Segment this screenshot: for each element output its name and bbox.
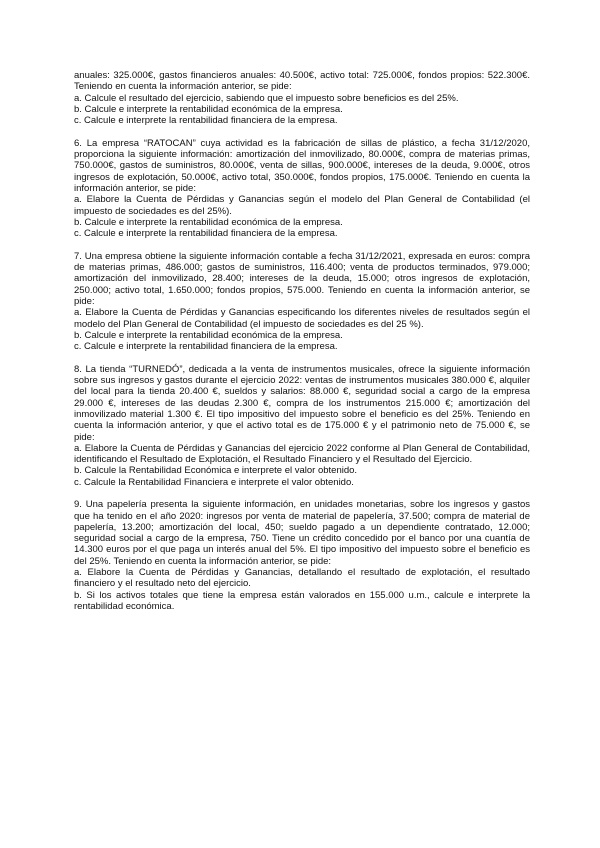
document-page (74, 70, 530, 624)
exercise-5-continuation (74, 70, 530, 126)
question-c: c. Calcule e interprete la rentabilidad financiera de la empresa. (74, 115, 338, 127)
question-a: a. Elabore la Cuenta de Pérdidas y Ganancias especificando los diferentes niveles de resultados según el modelo del Plan General de Contabilidad (el impuesto de sociedades es del 25 %). (74, 307, 530, 330)
exercise-7 (74, 251, 530, 353)
exercise-statement: 6. La empresa “RATOCAN” cuya actividad es la fabricación de sillas de plástico, a fecha 31/12/2020, proporciona la siguiente información: amortización del inmovilizado, 80.000€, compra de materias primas, 750.000€, gastos de suministros, 80.000€, venta de sillas, 900.000€, intereses de la deuda, 9.000€, otros ingresos de explotación, 50.000€, activo total, 350.000€, fondos propios, 175.000€. Teniendo en cuenta la información anterior, se pide: (74, 137, 530, 194)
question-a: a. Elabore la Cuenta de Pérdidas y Ganancias según el modelo del Plan General de Contabilidad (el impuesto de sociedades es del 25%). (74, 194, 530, 217)
question-c: c. Calcule e interprete la rentabilidad financiera de la empresa. (74, 228, 338, 240)
exercise-statement: 7. Una empresa obtiene la siguiente información contable a fecha 31/12/2021, expresada en euros: compra de materias primas, 486.000; gastos de suministros, 116.400; venta de productos terminados, 979.000; amortización del inmovilizado, 28.400; intereses de la deuda, 15.000; otros ingresos de explotación, 250.000; activo total, 1.650.000; fondos propios, 575.000. Teniendo en cuenta la información anterior, se pide: (74, 250, 530, 307)
question-b: b. Calcule e interprete la rentabilidad económica de la empresa. (74, 103, 343, 115)
exercise-9 (74, 499, 530, 612)
question-c: c. Calcule la Rentabilidad Financiera e interprete el valor obtenido. (74, 476, 354, 488)
question-b: b. Calcule la Rentabilidad Económica e interprete el valor obtenido. (74, 465, 358, 477)
exercise-statement: 8. La tienda “TURNEDÓ”, dedicada a la venta de instrumentos musicales, ofrece la siguiente información sobre sus ingresos y gastos durante el ejercicio 2022: ventas de instrumentos musicales 380.000 €, alquiler del local para la tienda 20.400 €, sueldos y salarios: 88.000 €, seguridad social a cargo de la empresa 29.000 €, intereses de las deudas 2.300 €, compra de los instrumentos 215.000 €; amortización del inmovilizado material 1.300 €. El tipo impositivo del impuesto sobre el beneficio es del 25%. Teniendo en cuenta la información anterior, y que el activo total es de 175.000 € y el patrimonio neto de 75.000 €, se pide: (74, 363, 530, 443)
question-a: a. Calcule el resultado del ejercicio, sabiendo que el impuesto sobre beneficios es del 25%. (74, 92, 459, 104)
question-b: b. Si los activos totales que tiene la empresa están valorados en 155.000 u.m., calcule e interprete la rentabilidad económica. (74, 589, 530, 612)
exercise-8 (74, 364, 530, 488)
exercise-statement: 9. Una papelería presenta la siguiente información, en unidades monetarias, sobre los ingresos y gastos que ha tenido en el año 2020: ingresos por venta de material de papelería, 37.500; compra de material de papelería, 13.200; amortización del local, 450; sueldo pagado a un dependiente contratado, 12.000; seguridad social a cargo de la empresa, 750. Tiene un crédito concedido por el banco por una cuantía de 14.300 euros por el que paga un interés anual del 5%. El tipo impositivo del impuesto sobre el beneficio es del 25%. Teniendo en cuenta la información anterior, se pide: (74, 499, 530, 567)
question-b: b. Calcule e interprete la rentabilidad económica de la empresa. (74, 216, 343, 228)
question-c: c. Calcule e interprete la rentabilidad financiera de la empresa. (74, 341, 338, 353)
question-a: a. Elabore la Cuenta de Pérdidas y Ganancias del ejercicio 2022 conforme al Plan General de Contabilidad, identificando el Resultado de Explotación, el Resultado Financiero y el Resultado del Ejercicio. (74, 442, 530, 466)
exercise-6 (74, 138, 530, 240)
question-a: a. Elabore la Cuenta de Pérdidas y Ganancias, detallando el resultado de explotación, el resultado financiero y el resultado neto del ejercicio. (74, 567, 530, 590)
exercise-statement: anuales: 325.000€, gastos financieros anuales: 40.500€, activo total: 725.000€, fondos propios: 522.300€. Teniendo en cuenta la información anterior, se pide: (74, 70, 530, 93)
question-b: b. Calcule e interprete la rentabilidad económica de la empresa. (74, 329, 343, 341)
